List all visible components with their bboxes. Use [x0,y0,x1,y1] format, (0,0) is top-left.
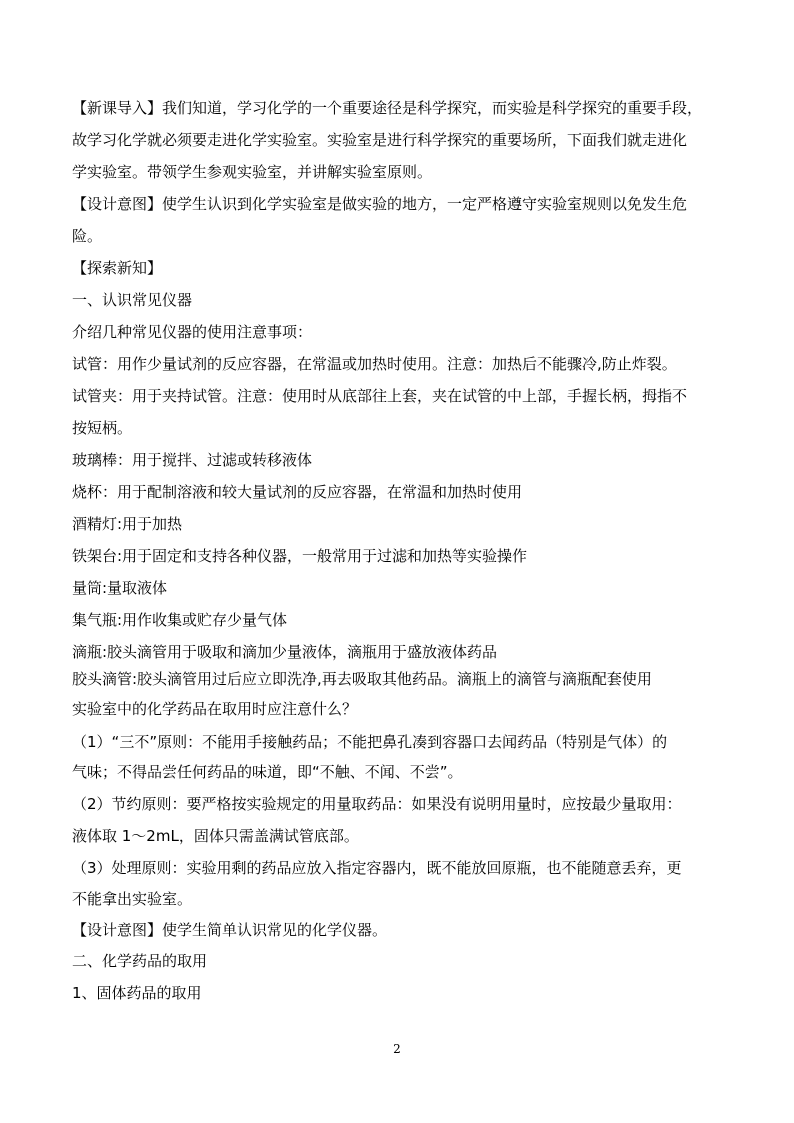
paragraph-line: 烧杯：用于配制溶液和较大量试剂的反应容器，在常温和加热时使用 [72,483,523,501]
paragraph-line: 量筒:量取液体 [72,579,168,597]
paragraph-line: 学实验室。带领学生参观实验室，并讲解实验室原则。 [72,163,433,181]
page-number: 2 [393,1042,401,1056]
subsection-heading: 1、固体药品的取用 [72,984,202,1002]
paragraph-line: 气味；不得品尝任何药品的味道，即“不触、不闻、不尝”。 [72,763,463,781]
paragraph-line: （3）处理原则：实验用剩的药品应放入指定容器内，既不能放回原瓶，也不能随意丢弃，更 [72,859,682,877]
paragraph-line: 【新课导入】我们知道，学习化学的一个重要途径是科学探究，而实验是科学探究的重要手段， [72,99,703,117]
paragraph-line: 按短柄。 [72,419,133,437]
paragraph-line: 实验室中的化学药品在取用时应注意什么？ [72,700,358,718]
section-heading: 二、化学药品的取用 [72,952,208,970]
paragraph-line: 集气瓶:用作收集或贮存少量气体 [72,611,288,629]
paragraph-line: 液体取 1～2mL，固体只需盖满试管底部。 [72,827,359,845]
paragraph-line: 【设计意图】使学生认识到化学实验室是做实验的地方，一定严格遵守实验室规则以免发生危 [72,195,688,213]
paragraph-line: 铁架台:用于固定和支持各种仪器，一般常用于过滤和加热等实验操作 [72,547,528,565]
paragraph-line: 故学习化学就必须要走进化学实验室。实验室是进行科学探究的重要场所，下面我们就走进化 [72,131,688,149]
paragraph-line: 介绍几种常见仪器的使用注意事项： [72,323,313,341]
paragraph-line: 试管夹：用于夹持试管。注意：使用时从底部往上套，夹在试管的中上部，手握长柄，拇指不 [72,387,688,405]
paragraph-line: 险。 [72,227,103,245]
paragraph-line: 不能拿出实验室。 [72,890,193,908]
paragraph-line: （2）节约原则：要严格按实验规定的用量取药品：如果没有说明用量时，应按最少量取用： [72,795,682,813]
paragraph-line: 滴瓶:胶头滴管用于吸取和滴加少量液体，滴瓶用于盛放液体药品 [72,643,498,661]
paragraph-line: 玻璃棒：用于搅拌、过滤或转移液体 [72,451,313,469]
paragraph-line: 酒精灯:用于加热 [72,515,183,533]
paragraph-line: （1）“三不”原则：不能用手接触药品；不能把鼻孔凑到容器口去闻药品（特别是气体）的 [72,733,668,751]
section-heading: 【探索新知】 [72,259,163,277]
paragraph-line: 试管：用作少量试剂的反应容器，在常温或加热时使用。注意：加热后不能骤冷,防止炸裂。 [72,355,677,373]
paragraph-line: 【设计意图】使学生简单认识常见的化学仪器。 [72,921,388,939]
subsection-heading: 一、认识常见仪器 [72,291,193,309]
paragraph-line: 胶头滴管:胶头滴管用过后应立即洗净,再去吸取其他药品。滴瓶上的滴管与滴瓶配套使用 [72,670,652,688]
